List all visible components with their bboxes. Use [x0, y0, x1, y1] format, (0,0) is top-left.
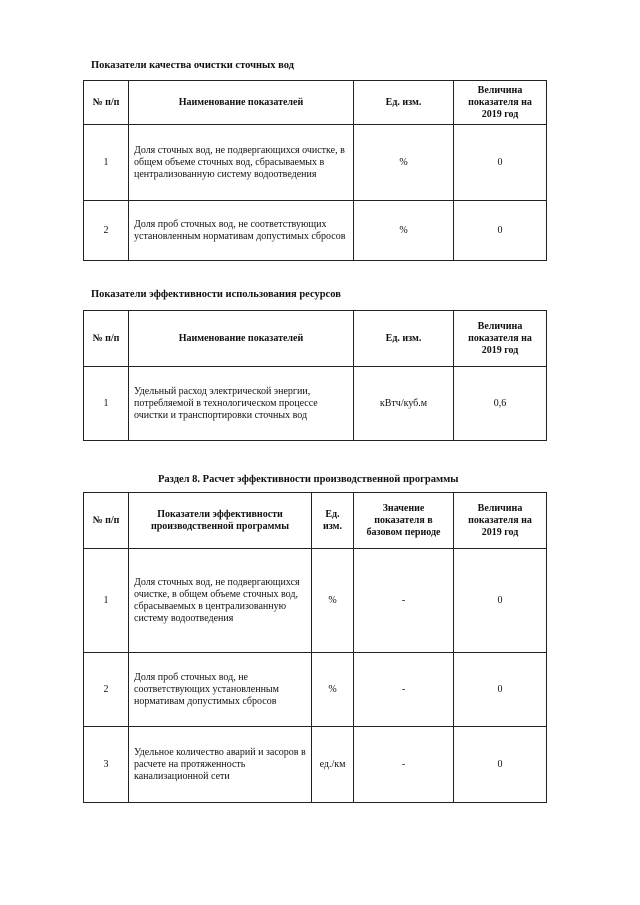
header-unit: Ед. изм. — [354, 311, 454, 367]
header-num: № п/п — [84, 311, 129, 367]
header-name: Наименование показателей — [129, 311, 354, 367]
header-unit: Ед. изм. — [354, 81, 454, 125]
section3-table — [83, 492, 547, 803]
table-row — [84, 549, 547, 653]
section2-table — [83, 310, 547, 441]
header-name: Показатели эффективности производственной программы — [129, 493, 312, 549]
header-unit: Ед. изм. — [312, 493, 354, 549]
row-value: 0 — [454, 727, 547, 803]
table-row — [84, 367, 547, 441]
table-row — [84, 653, 547, 727]
header-value: Величина показателя на 2019 год — [454, 81, 547, 125]
row-base: - — [354, 727, 454, 803]
header-value: Величина показателя на 2019 год — [454, 311, 547, 367]
table-header-row — [84, 81, 547, 125]
row-num: 1 — [84, 125, 129, 201]
header-name: Наименование показателей — [129, 81, 354, 125]
header-num: № п/п — [84, 493, 129, 549]
section1-table — [83, 80, 547, 261]
row-num: 1 — [84, 549, 129, 653]
row-num: 3 — [84, 727, 129, 803]
row-value: 0 — [454, 125, 547, 201]
row-unit: % — [312, 653, 354, 727]
row-value: 0,6 — [454, 367, 547, 441]
section1-title: Показатели качества очистки сточных вод — [91, 60, 294, 71]
row-name: Удельное количество аварий и засоров в расчете на протяженность канализационной сети — [129, 727, 312, 803]
header-num: № п/п — [84, 81, 129, 125]
row-num: 2 — [84, 201, 129, 261]
row-base: - — [354, 549, 454, 653]
table-row — [84, 201, 547, 261]
row-value: 0 — [454, 201, 547, 261]
row-name: Доля проб сточных вод, не соответствующих установленным нормативам допустимых сбросов — [129, 653, 312, 727]
row-name: Доля сточных вод, не подвергающихся очистке, в общем объеме сточных вод, сбрасываемых в централизованную систему водоотведения — [129, 125, 354, 201]
table-row — [84, 727, 547, 803]
row-unit: ед./км — [312, 727, 354, 803]
row-value: 0 — [454, 653, 547, 727]
row-unit: % — [354, 201, 454, 261]
row-name: Удельный расход электрической энергии, потребляемой в технологическом процессе очистки и транспортировки сточных вод — [129, 367, 354, 441]
row-name: Доля сточных вод, не подвергающихся очистке, в общем объеме сточных вод, сбрасываемых в централизованную систему водоотведения — [129, 549, 312, 653]
row-base: - — [354, 653, 454, 727]
table-row — [84, 125, 547, 201]
header-value: Величина показателя на 2019 год — [454, 493, 547, 549]
row-unit: % — [312, 549, 354, 653]
table-header-row — [84, 311, 547, 367]
section3-title: Раздел 8. Расчет эффективности производственной программы — [158, 474, 459, 485]
row-num: 1 — [84, 367, 129, 441]
row-name: Доля проб сточных вод, не соответствующих установленным нормативам допустимых сбросов — [129, 201, 354, 261]
row-unit: кВтч/куб.м — [354, 367, 454, 441]
table-header-row — [84, 493, 547, 549]
row-unit: % — [354, 125, 454, 201]
section2-title: Показатели эффективности использования ресурсов — [91, 289, 341, 300]
row-value: 0 — [454, 549, 547, 653]
header-base: Значение показателя в базовом периоде — [354, 493, 454, 549]
row-num: 2 — [84, 653, 129, 727]
